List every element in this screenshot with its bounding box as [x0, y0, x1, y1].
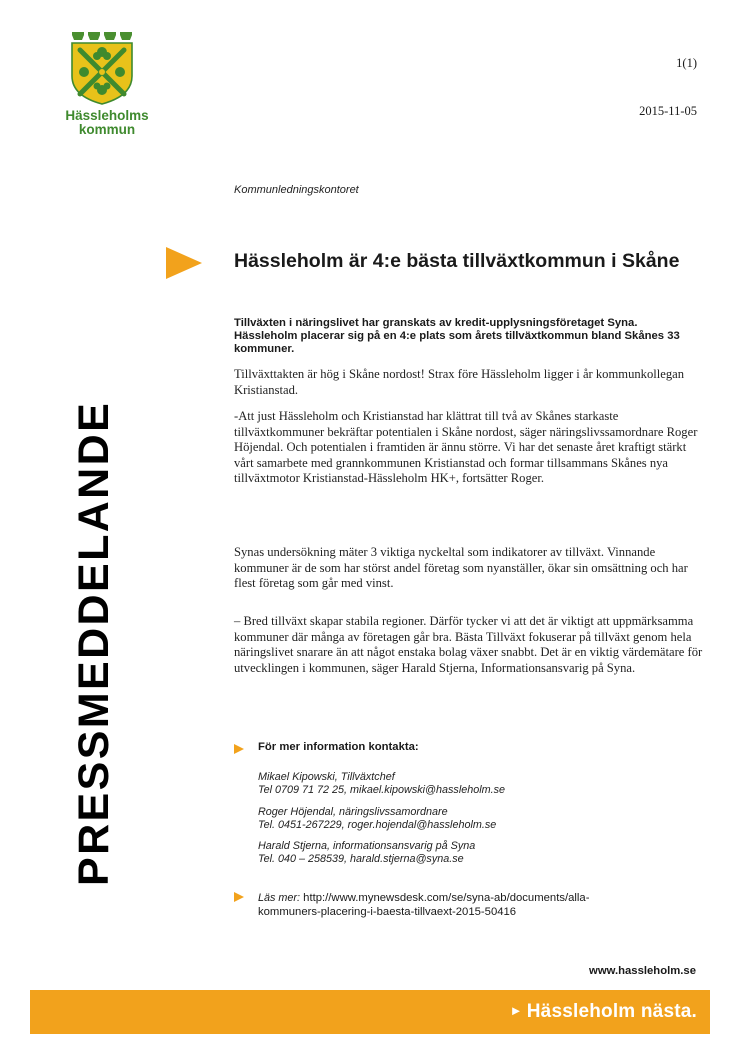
page-number: 1(1)	[676, 56, 697, 70]
body-paragraph: -Att just Hässleholm och Kristianstad har klättrat till två av Skånes starkaste tillväxtkommuner bekräftar potentialen i Skåne nordost, säger näringslivssamordnare Roger Höjendal. Och potentialen i framtiden är ännu större. Vi har det senaste året kraftigt stärkt vårt samarbete med grannkommunen Kristianstad och formar tillsammans Skånes nya tillväxtmotor Kristianstad-Hässleholm HK+, fortsätter Roger.	[234, 409, 698, 485]
department-name: Kommunledningskontoret	[234, 184, 359, 196]
read-more	[258, 891, 688, 919]
contact-entry	[258, 771, 688, 797]
headline: Hässleholm är 4:e bästa tillväxtkommun i Skåne	[234, 250, 680, 272]
body-paragraph: Synas undersökning mäter 3 viktiga nyckeltal som indikatorer av tillväxt. Vinnande kommuner är de som har störst andel företag som nyanställer, ökar sin omsättning och har flest företag som går med vinst.	[234, 545, 688, 590]
triangle-right-icon	[234, 744, 244, 754]
contact-name-title: Mikael Kipowski, Tillväxtchef	[258, 771, 395, 783]
read-more-link[interactable]: http://www.mynewsdesk.com/se/syna-ab/documents/alla-	[303, 892, 590, 904]
logo-text-line1: Hässleholms	[65, 108, 149, 123]
body-paragraph: – Bred tillväxt skapar stabila regioner. Därför tycker vi att det är viktigt att uppmärksamma kommuner där många av företagen går bra. Bästa Tillväxt fokuserar på tillväxt genom hela näringslivet snarare än att något enstaka bolag växer snabbt. Det är en viktig värdemätare för utvecklingen i kommunen, säger Harald Stjerna, Informationsansvarig på Syna.	[234, 614, 703, 675]
contact-name-title: Roger Höjendal, näringslivssamordnare	[258, 806, 448, 818]
vertical-banner-text: PRESSMEDDELANDE	[70, 400, 118, 886]
contact-phone-email: Tel 0709 71 72 25, mikael.kipowski@hassleholm.se	[258, 784, 506, 796]
contact-heading: För mer information kontakta:	[258, 741, 419, 753]
read-more-link[interactable]: kommuners-placering-i-baesta-tillvaext-2015-50416	[258, 906, 517, 918]
contact-name-title: Harald Stjerna, informationsansvarig på Syna	[258, 840, 476, 852]
contact-phone-email: Tel. 0451-267229, roger.hojendal@hassleholm.se	[258, 819, 497, 831]
read-more-label: Läs mer:	[258, 892, 301, 904]
slogan-text: Hässleholm nästa.	[526, 1001, 697, 1022]
triangle-right-icon	[166, 247, 202, 279]
slogan	[510, 1001, 697, 1023]
contact-entry	[258, 840, 688, 866]
body-paragraph: Tillväxttakten är hög i Skåne nordost! Strax före Hässleholm ligger i år kommunkollegan Kristianstad.	[234, 367, 685, 397]
contact-phone-email: Tel. 040 – 258539, harald.stjerna@syna.se	[258, 853, 464, 865]
contact-entry	[258, 806, 688, 832]
triangle-right-icon	[234, 892, 244, 902]
logo-text-line2: kommun	[78, 122, 136, 137]
coat-of-arms-icon	[69, 30, 147, 106]
lead-paragraph: Tillväxten i näringslivet har granskats av kredit-upplysningsföretaget Syna. Hässleholm placerar sig på en 4:e plats som årets tillväxtkommun bland Skånes 33 kommuner.	[234, 317, 680, 355]
document-date: 2015-11-05	[639, 104, 697, 118]
website-link[interactable]: www.hassleholm.se	[589, 965, 696, 977]
triangle-right-icon: ►	[509, 1003, 523, 1018]
municipality-logo	[66, 30, 152, 137]
